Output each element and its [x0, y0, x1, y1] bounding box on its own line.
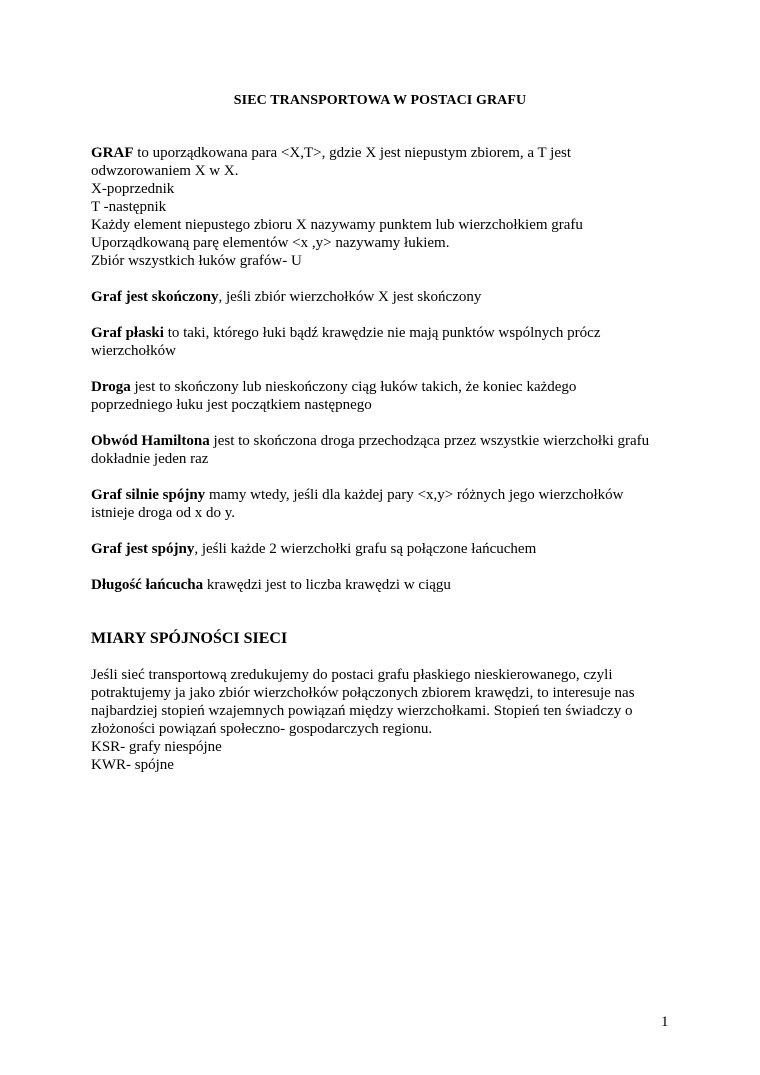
- document-title: SIEC TRANSPORTOWA W POSTACI GRAFU: [233, 93, 527, 108]
- graf-term: GRAF: [91, 145, 134, 161]
- plaski-term: Graf płaski: [91, 325, 164, 341]
- droga-definition: Droga jest to skończony lub nieskończony ciąg łuków takich, że koniec każdego poprzedniego łuku jest początkiem następnego: [91, 379, 577, 413]
- graf-def-line-5: Każdy element niepustego zbioru X nazywamy punktem lub wierzchołkiem grafu: [91, 217, 583, 233]
- document-body: [91, 144, 681, 792]
- dlugosc-definition: Długość łańcucha krawędzi jest to liczba krawędzi w ciągu: [91, 577, 451, 593]
- plaski-definition: Graf płaski to taki, którego łuki bądź krawędzie nie mają punktów wspólnych prócz wierzchołków: [91, 325, 601, 359]
- silnie-spojny-term: Graf silnie spójny: [91, 487, 206, 503]
- skonczony-definition: Graf jest skończony, jeśli zbiór wierzchołków X jest skończony: [91, 289, 482, 305]
- graf-def-line-1: GRAF to uporządkowana para <X,T>, gdzie X jest niepustym zbiorem, a T jest: [91, 145, 571, 161]
- hamilton-definition: Obwód Hamiltona jest to skończona droga przechodząca przez wszystkie wierzchołki grafu dokładnie jeden raz: [91, 433, 650, 467]
- graf-def-line-4: T -następnik: [91, 199, 167, 215]
- graf-def-line-7: Zbiór wszystkich łuków grafów- U: [91, 253, 302, 269]
- graf-def-line-6: Uporządkowaną parę elementów <x ,y> nazywamy łukiem.: [91, 235, 450, 251]
- skonczony-term: Graf jest skończony: [91, 289, 219, 305]
- spojny-term: Graf jest spójny: [91, 541, 195, 557]
- graf-def-line-2: odwzorowaniem X w X.: [91, 163, 239, 179]
- spojny-definition: Graf jest spójny, jeśli każde 2 wierzchołki grafu są połączone łańcuchem: [91, 541, 537, 557]
- section-heading-miary: MIARY SPÓJNOŚCI SIECI: [91, 630, 288, 647]
- droga-term: Droga: [91, 379, 131, 395]
- graf-definition: [91, 144, 681, 270]
- page-number: 1: [661, 1014, 669, 1030]
- graf-def-line-3: X-poprzednik: [91, 181, 175, 197]
- dlugosc-term: Długość łańcucha: [91, 577, 204, 593]
- miary-paragraph: Jeśli sieć transportową zredukujemy do postaci grafu płaskiego nieskierowanego, czyli potraktujemy ja jako zbiór wierzchołków połączonych zbiorem krawędzi, to interesuje nas najbardziej stopień wzajemnych powiązań między wierzchołkami. Stopień ten świadczy o złożoności powiązań społeczno- gospodarczych regionu. KSR- grafy niespójne KWR- spójne: [91, 667, 635, 773]
- silnie-spojny-definition: Graf silnie spójny mamy wtedy, jeśli dla każdej pary <x,y> różnych jego wierzchołków istnieje droga od x do y.: [91, 487, 624, 521]
- hamilton-term: Obwód Hamiltona: [91, 433, 210, 449]
